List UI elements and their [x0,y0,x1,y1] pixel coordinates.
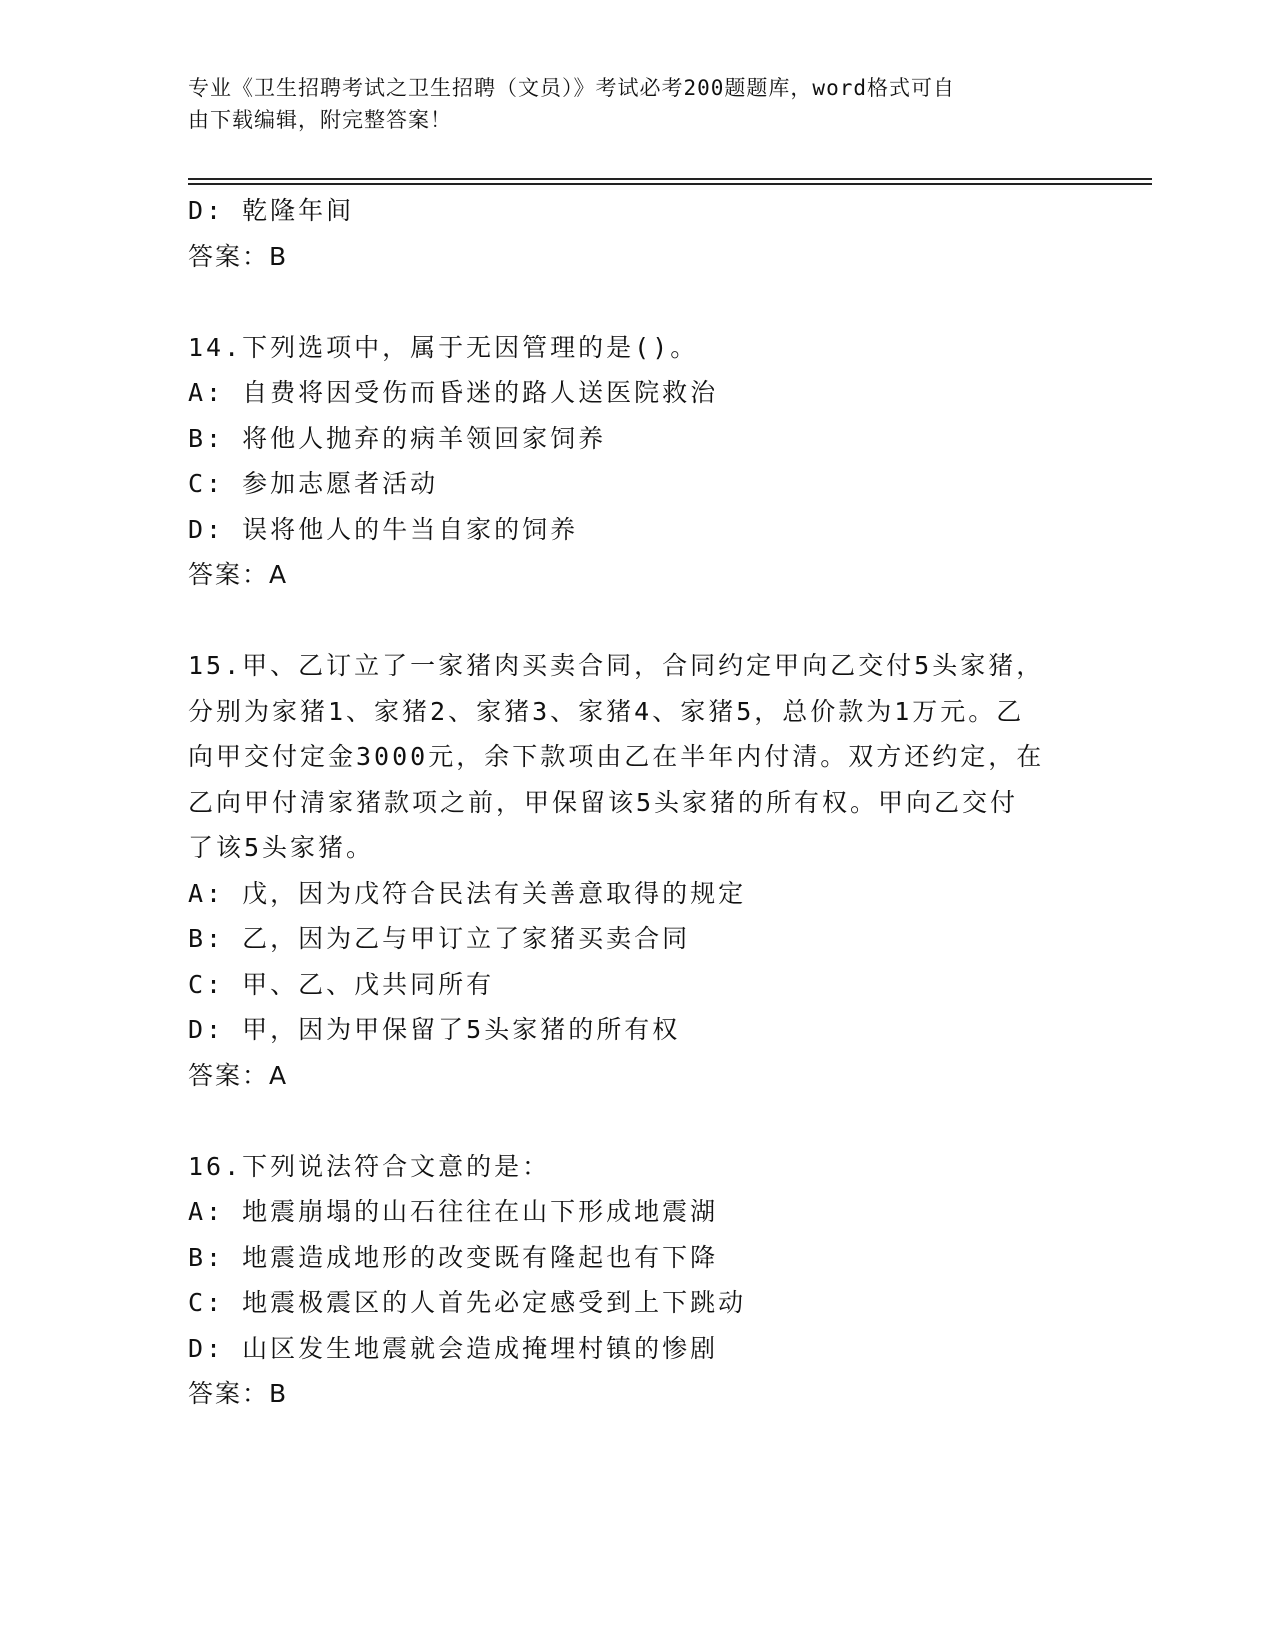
question-list [188,188,1088,1417]
option-d: D: 误将他人的牛当自家的饲养 [188,514,579,544]
previous-question-tail [188,188,1088,279]
question-14 [188,325,1088,598]
question-stem-line: 15.甲、乙订立了一家猪肉买卖合同，合同约定甲向乙交付5头家猪， [188,651,1045,680]
question-stem: 14.下列选项中，属于无因管理的是()。 [188,332,699,362]
option-d: D: 山区发生地震就会造成掩埋村镇的惨剧 [188,1333,719,1363]
answer-line: 答案：B [188,241,289,271]
option-a: A: 戊，因为戊符合民法有关善意取得的规定 [188,878,747,908]
option-a: A: 地震崩塌的山石往往在山下形成地震湖 [188,1197,719,1226]
option-b: B: 将他人抛弃的病羊领回家饲养 [188,423,607,453]
question-stem-line: 分别为家猪1、家猪2、家猪3、家猪4、家猪5，总价款为1万元。乙 [188,696,1025,726]
header-line-2: 由下载编辑，附完整答案！ [188,108,452,132]
spacer [188,598,1088,644]
header-divider-bottom [188,183,1152,185]
option-c: C: 甲、乙、戊共同所有 [188,969,495,999]
question-stem-line: 乙向甲付清家猪款项之前，甲保留该5头家猪的所有权。甲向乙交付 [188,787,1019,817]
page-header [188,72,1068,136]
header-divider-top [188,178,1152,180]
option-d: D: 甲，因为甲保留了5头家猪的所有权 [188,1015,681,1044]
answer-line: 答案：A [188,560,289,589]
spacer [188,279,1088,325]
option-c: C: 地震极震区的人首先必定感受到上下跳动 [188,1288,747,1317]
option-c: C: 参加志愿者活动 [188,469,439,498]
option-b: B: 乙，因为乙与甲订立了家猪买卖合同 [188,924,691,953]
option-a: A: 自费将因受伤而昏迷的路人送医院救治 [188,378,719,407]
question-16 [188,1144,1088,1417]
option-d: D: 乾隆年间 [188,196,355,225]
option-b: B: 地震造成地形的改变既有隆起也有下降 [188,1242,719,1272]
header-line-1: 专业《卫生招聘考试之卫生招聘（文员）》考试必考200题题库，word格式可自 [188,76,955,100]
question-15 [188,643,1088,1098]
question-stem: 16.下列说法符合文意的是： [188,1151,551,1181]
question-stem-line: 向甲交付定金3000元，余下款项由乙在半年内付清。双方还约定，在 [188,742,1045,771]
answer-line: 答案：A [188,1060,289,1090]
spacer [188,1098,1088,1144]
question-stem-line: 了该5头家猪。 [188,833,375,862]
answer-line: 答案：B [188,1379,289,1408]
